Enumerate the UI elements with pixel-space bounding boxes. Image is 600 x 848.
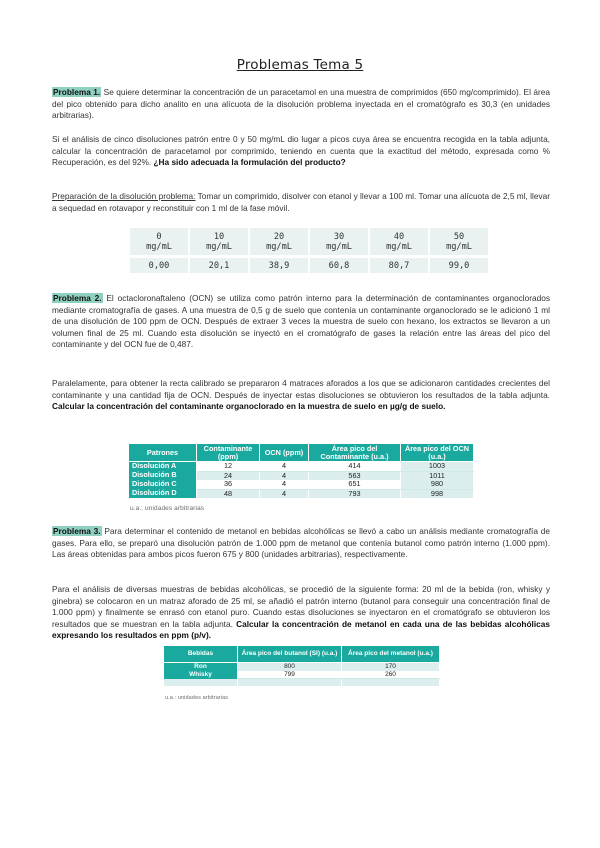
standards-table	[128, 443, 474, 498]
table-header: Patrones	[129, 444, 197, 462]
calibration-table	[128, 228, 490, 273]
table-header: Área pico del Contaminante (u.a.)	[309, 444, 401, 462]
problem-2-question: Calcular la concentración del contaminante organoclorado en la muestra de suelo en µg/g de suelo.	[52, 401, 446, 412]
table-header: Área pico del metanol (u.a.)	[342, 646, 440, 663]
table-cell: 20 mg/mL	[249, 228, 309, 255]
problem-3-statement: Problema 3. Para determinar el contenido de metanol en bebidas alcohólicas se llevó a cabo un análisis mediante cromatografía de gases. Para ello, se preparó una disolución patrón de 1.000 ppm de metanol que contenía butanol como patrón interno (1.000 ppm). Las áreas obtenidas para ambos picos fueron 675 y 800 (unidades arbitrarias), respectivamente.	[52, 526, 550, 560]
problem-3-data: Para el análisis de diversas muestras de bebidas alcohólicas, se procedió de la siguiente forma: 20 ml de la bebida (ron, whisky y ginebra) se colocaron en un matraz aforado de 25 ml, se añadió el patrón interno (butanol para conseguir una concentración final de 1.000 ppm) y finalmente se enrasó con etanol puro. Cuando estas disoluciones se inyectaron en el cromatógrafo se obtuvieron los resultados que se muestran en la tabla adjunta. Calcular la concentración de metanol en cada una de las bebidas alcohólicas expresando los resultados en ppm (p/v).	[52, 584, 550, 641]
table-cell: 10 mg/mL	[189, 228, 249, 255]
problem-2-data: Paralelamente, para obtener la recta calibrado se prepararon 4 matraces aforados a los que se adicionaron cantidades crecientes del contaminante y una cantidad fija de OCN. Después de inyectar estas disoluciones se obtuvieron los resultados de la tabla adjunta. Calcular la concentración del contaminante organoclorado en la muestra de suelo en µg/g de suelo.	[52, 378, 550, 412]
problem-1-statement: Problema 1. Se quiere determinar la concentración de un paracetamol en una muestra de comprimidos (650 mg/comprimido). El área del pico obtenido para dicho analito en una alícuota de la disolución problema inyectada en el cromatógrafo es 30,3 (en unidades arbitrarias).	[52, 87, 550, 121]
problem-1-label: Problema 1.	[53, 87, 101, 97]
beverages-table	[163, 645, 440, 686]
table-header: Área pico del butanol (SI) (u.a.)	[238, 646, 342, 663]
table-header: Bebidas	[164, 646, 238, 663]
page-title: Problemas Tema 5	[236, 57, 364, 73]
table-header: OCN (ppm)	[260, 444, 309, 462]
table-cell: 40 mg/mL	[369, 228, 429, 255]
problem-2-statement: Problema 2. El octacloronaftaleno (OCN) se utiliza como patrón interno para la determinación de contaminantes organoclorados mediante cromatografía de gases. A una muestra de 0,5 g de suelo que contenía un contaminante organoclorado se le adicionó 1 ml de una disolución de 100 ppm de OCN. Después de extraer 3 veces la muestra de suelo con hexano, los extractos se llevaron a un volumen final de 25 ml. Cuando esta disolución se inyectó en el cromatógrafo de gases la relación entre las áreas del pico del contaminante y del OCN fue de 0,487.	[52, 293, 550, 350]
problem-1-question: ¿Ha sido adecuada la formulación del producto?	[153, 157, 346, 168]
table-row: Disolución B 24 4 563 1011	[129, 471, 474, 480]
table-cell: 30 mg/mL	[309, 228, 369, 255]
table-2-footnote: u.a.: unidades arbitrarias	[130, 505, 205, 512]
table-row	[164, 679, 440, 686]
table-row: Disolución C 36 4 651 980	[129, 480, 474, 489]
table-header: Área pico del OCN (u.a.)	[401, 444, 474, 462]
table-cell: 99,0	[429, 258, 489, 273]
table-row: Whisky 799 260	[164, 671, 440, 679]
problem-3-label: Problema 3.	[53, 526, 101, 536]
table-3-footnote: u.a.: unidades arbitrarias	[165, 695, 229, 701]
problem-1-preparation: Preparación de la disolución problema: Tomar un comprimido, disolver con etanol y llevar a 100 ml. Tomar una alícuota de 2,5 ml, llevar a sequedad en rotavapor y reconstituir con 1 ml de la fase móvil.	[52, 191, 550, 213]
problem-3-question: Calcular la concentración de metanol en cada una de las bebidas alcohólicas expresando los resultados en ppm (p/v).	[52, 618, 550, 641]
table-cell: 50 mg/mL	[429, 228, 489, 255]
table-row: Ron 800 170	[164, 663, 440, 671]
table-cell: 20,1	[189, 258, 249, 273]
table-cell: 60,8	[309, 258, 369, 273]
table-cell: 0 mg/mL	[129, 228, 189, 255]
table-cell: 80,7	[369, 258, 429, 273]
problem-1-data: Si el análisis de cinco disoluciones patrón entre 0 y 50 mg/mL dio lugar a picos cuya área se encuentra recogida en la tabla adjunta, calcular la concentración de paracetamol por comprimido, teniendo en cuenta que la exactitud del método, expresada como % Recuperación, es del 92%. ¿Ha sido adecuada la formulación del producto?	[52, 134, 550, 168]
table-header: Contaminante (ppm)	[197, 444, 260, 462]
problem-2-label: Problema 2.	[53, 293, 102, 303]
table-cell: 38,9	[249, 258, 309, 273]
table-row: Disolución A 12 4 414 1003	[129, 462, 474, 472]
table-cell: 0,00	[129, 258, 189, 273]
table-row: Disolución D 48 4 793 998	[129, 489, 474, 498]
